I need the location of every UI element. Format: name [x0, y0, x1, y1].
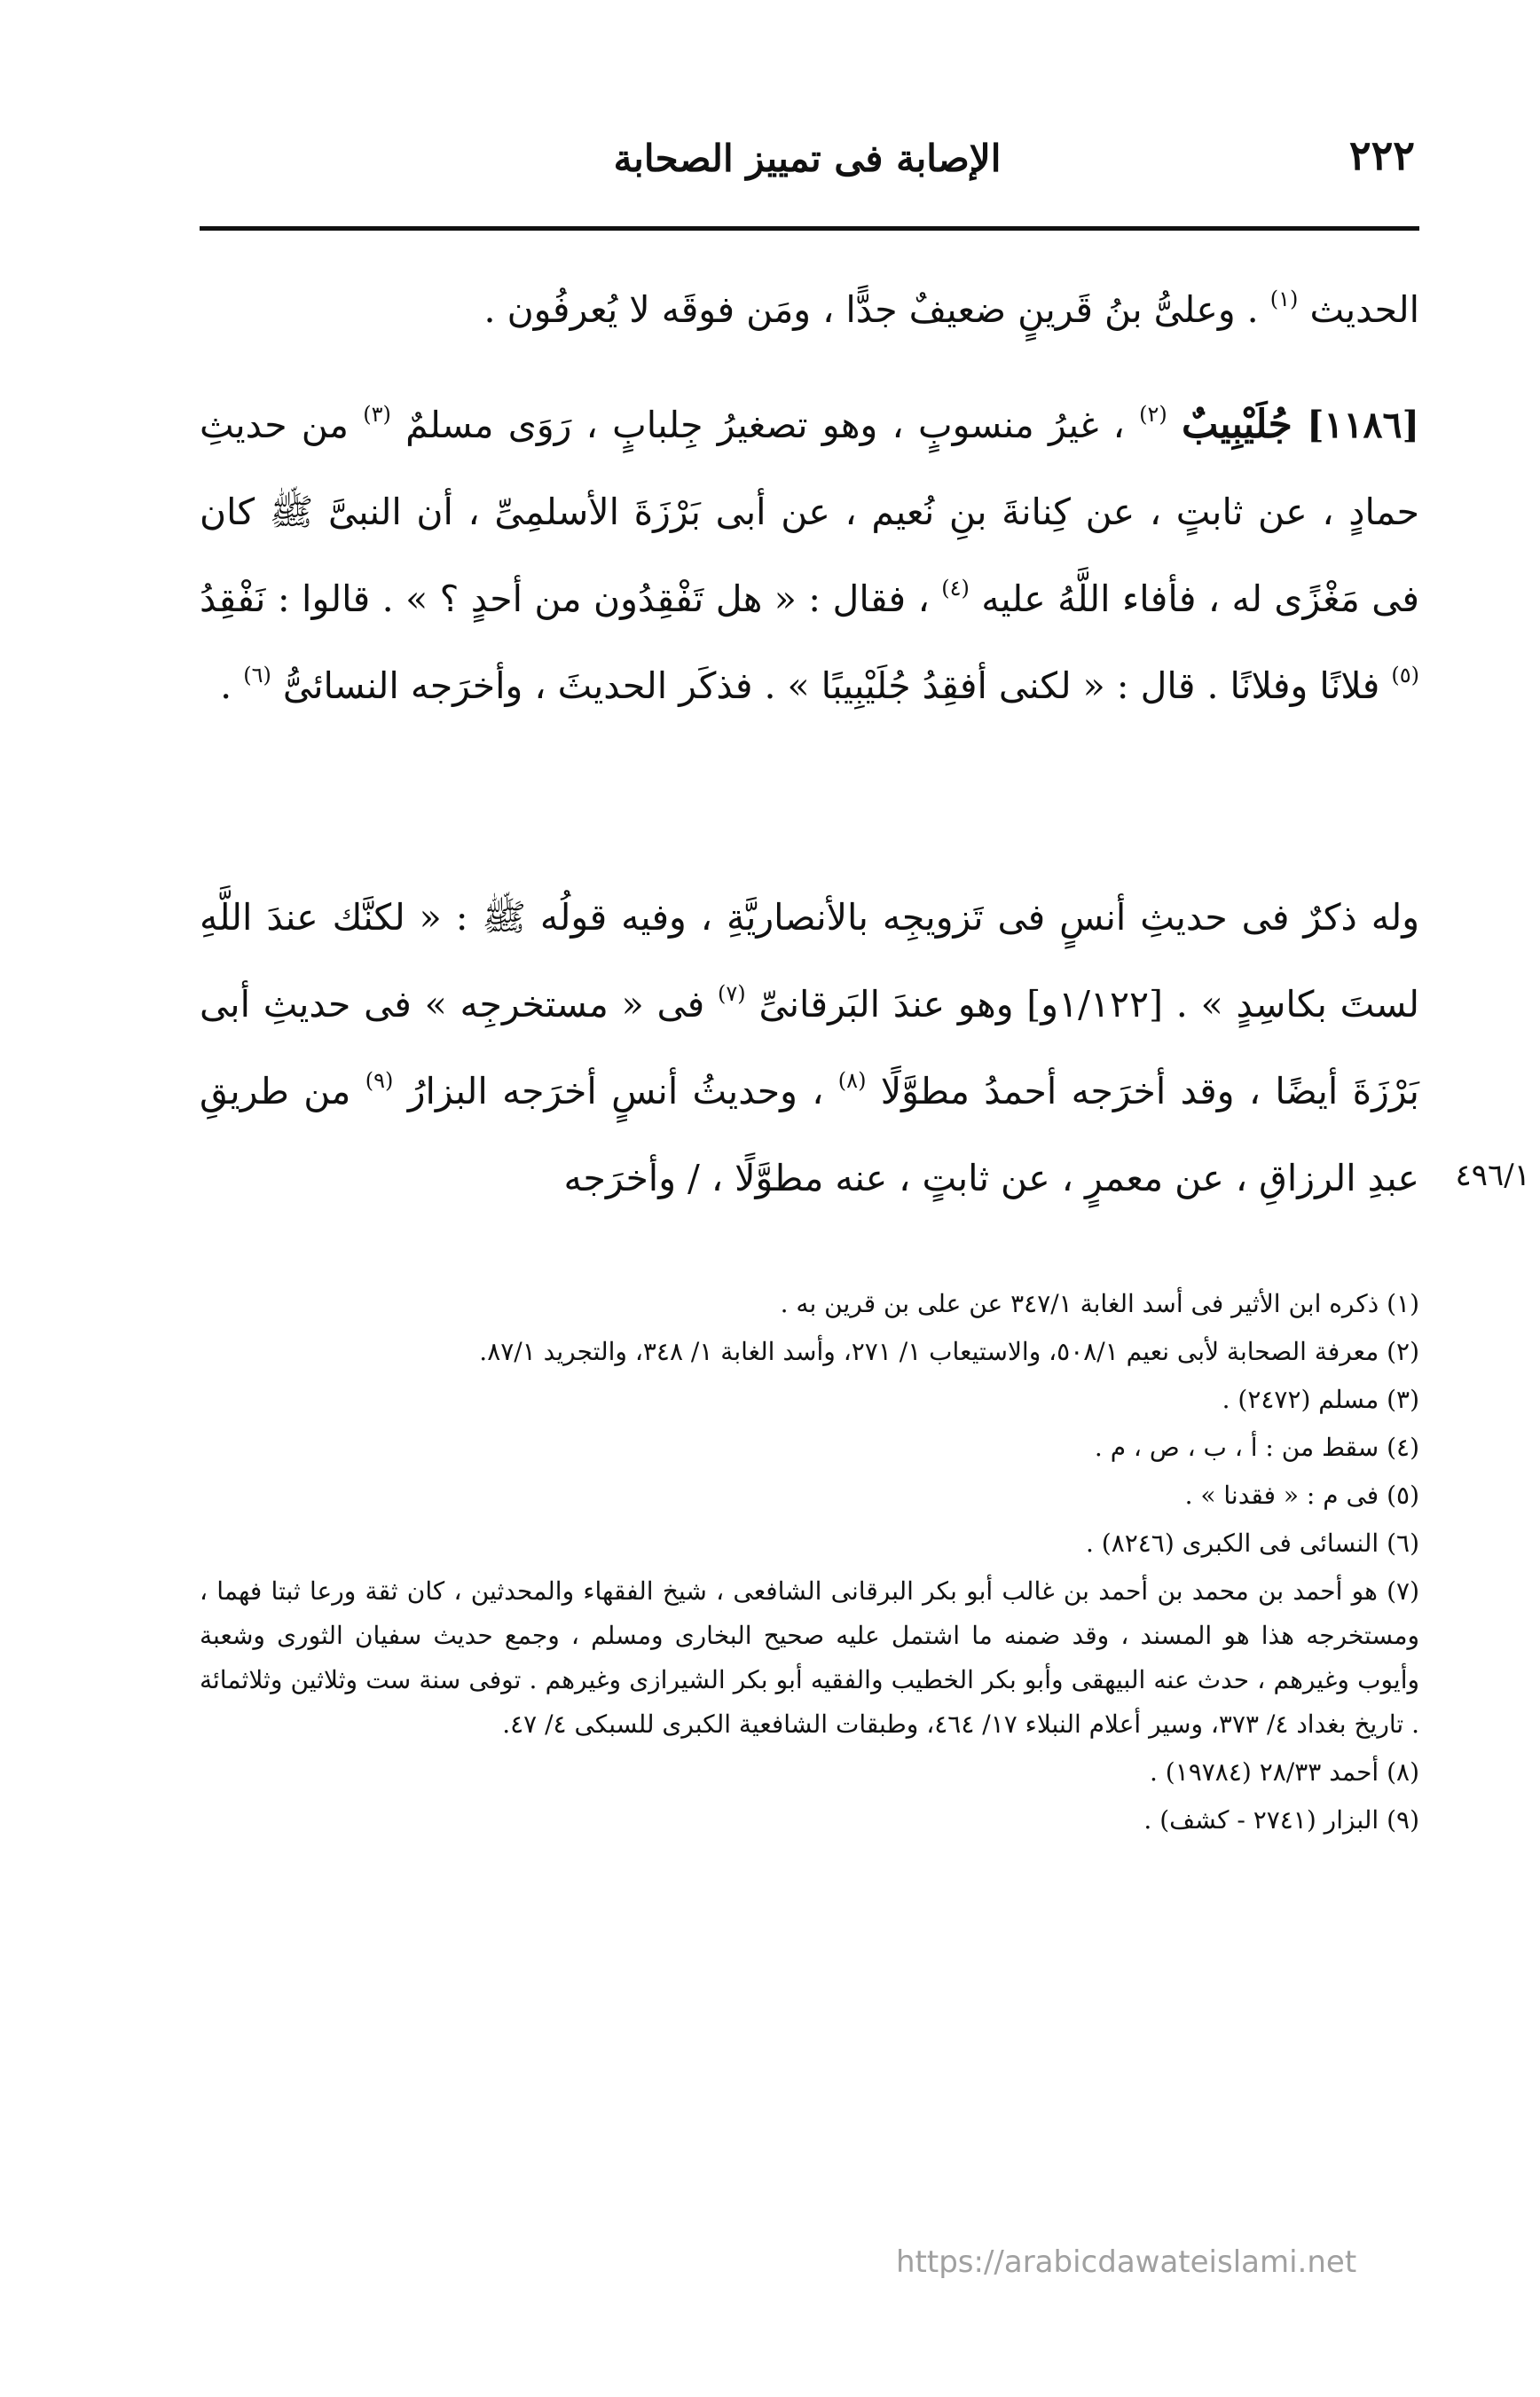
- footnote-6: (٦) النسائى فى الكبرى (٨٢٤٦) .: [1085, 1529, 1419, 1558]
- footnote-ref: (٨): [837, 1068, 867, 1093]
- footnote-ref: (٥): [1391, 663, 1419, 688]
- paragraph-3: [200, 874, 1419, 1222]
- footnote-7: (٧) هو أحمد بن محمد بن أحمد بن غالب أبو بكر البرقانى الشافعى ، شيخ الفقهاء والمحدثين ، كان ثقة ورعا ثبتا فهما ، ومستخرجه هذا هو المسند ، وقد ضمنه ما اشتمل عليه صحيح البخارى ومسلم ، وجمع حديث سفيان الثورى وشعبة وأيوب وغيرهم ، حدث عنه البيهقى وأبو بكر الخطيب والفقيه أبو بكر الشيرازى وغيرهم . توفى سنة ست وثلاثين وثلاثمائة . تاريخ بغداد ٤/ ٣٧٣، وسير أعلام النبلاء ١٧/ ٤٦٤، وطبقات الشافعية الكبرى للسبكى ٤/ ٤٧.: [200, 1576, 1419, 1739]
- footnote-4: (٤) سقط من : أ ، ب ، ص ، م .: [1094, 1433, 1419, 1462]
- page-header: [200, 131, 1415, 202]
- paragraph-text: فلانًا وفلانًا . قال : « لكنى أفقِدُ جُلَيْبِيبًا » . فذكَر الحديثَ ، وأخرَجه النسائىُّ: [282, 664, 1380, 707]
- margin-page-reference: ٤٩٦/١: [1455, 1158, 1530, 1193]
- footnote-ref: (٣): [363, 402, 391, 427]
- header-rule: [200, 226, 1419, 231]
- paragraph-text: . وعلىُّ بنُ قَرينٍ ضعيفٌ جدًّا ، ومَن فوقَه لا يُعرفُون .: [483, 288, 1259, 331]
- paragraph-text: ، وحديثُ أنسٍ أخرَجه البزارُ: [407, 1070, 824, 1112]
- footnote-9: (٩) البزار (٢٧٤١ - كشف) .: [1143, 1805, 1419, 1835]
- footnotes: [200, 1282, 1419, 1843]
- footnote-ref: (٩): [365, 1068, 394, 1093]
- footnote-ref: (٧): [718, 981, 746, 1006]
- footnote-ref: (٤): [941, 576, 970, 601]
- paragraph-text: وله ذكرٌ فى حديثِ أنسٍ فى تَزويجِه بالأنصاريَّةِ ، وفيه قولُه ﷺ : « لكنَّك عندَ اللَّهِ لستَ بكاسِدٍ » . [١/١٢٢و] وهو عندَ البَرقانىِّ: [200, 896, 1419, 1026]
- running-title: الإصابة فى تمييز الصحابة: [613, 137, 1002, 180]
- paragraph-text: من حديثِ حمادٍ ، عن ثابتٍ ، عن كِنانةَ بنِ نُعيم ، عن أبى بَرْزَةَ الأسلمِىِّ ، أن النبىَّ ﷺ كان فى مَغْزًى له ، فأفاء اللَّهُ عليه: [200, 404, 1419, 620]
- footnote-ref: (٢): [1139, 402, 1167, 427]
- paragraph-2: [200, 381, 1419, 729]
- footnote-2: (٢) معرفة الصحابة لأبى نعيم ٥٠٨/١، والاستيعاب ١/ ٢٧١، وأسد الغابة ١/ ٣٤٨، والتجريد ٨٧/١.: [479, 1337, 1419, 1366]
- footnote-8: (٨) أحمد ٢٨/٣٣ (١٩٧٨٤) .: [1149, 1757, 1419, 1787]
- paragraph-text: ، غيرُ منسوبٍ ، وهو تصغيرُ جِلبابٍ ، رَوَى مسلمٌ: [405, 404, 1125, 446]
- footnote-3: (٣) مسلم (٢٤٧٢) .: [1222, 1385, 1419, 1414]
- entry-name: جُلَيْبِيبٌ: [1182, 402, 1292, 447]
- footnote-5: (٥) فى م : « فقدنا » .: [1184, 1481, 1419, 1510]
- watermark-url: https://arabicdawateislami.net: [896, 2244, 1357, 2280]
- entry-number: [١١٨٦]: [1307, 404, 1419, 446]
- paragraph-text: ، فقال : « هل تَفْقِدُون من أحدٍ ؟ » . قالوا : نَفْقِدُ: [200, 578, 930, 620]
- footnote-1: (١) ذكره ابن الأثير فى أسد الغابة ٣٤٧/١ عن على بن قرين به .: [780, 1289, 1419, 1318]
- paragraph-text: الحديث: [1309, 288, 1419, 331]
- paragraph-text: من طريقِ عبدِ الرزاقِ ، عن معمرٍ ، عن ثابتٍ ، عنه مطوَّلًا ، / وأخرَجه: [200, 1070, 1419, 1199]
- page-number: ٢٢٢: [1348, 131, 1415, 179]
- footnote-ref: (١): [1269, 287, 1299, 311]
- paragraph-text: فى « مستخرجِه » فى حديثِ أبى بَرْزَةَ أيضًا ، وقد أخرَجه أحمدُ مطوَّلًا: [200, 983, 1419, 1112]
- paragraph-text: .: [220, 664, 232, 707]
- footnote-ref: (٦): [243, 663, 271, 688]
- paragraph-1: [200, 266, 1419, 353]
